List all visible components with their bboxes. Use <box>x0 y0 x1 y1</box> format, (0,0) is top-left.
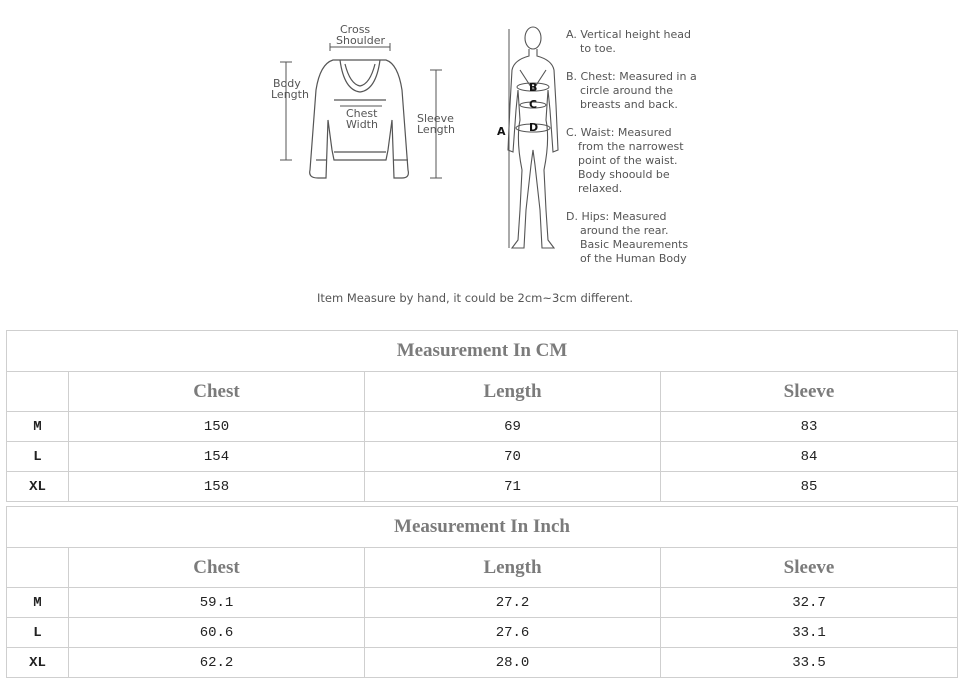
table-row <box>7 472 958 502</box>
inch-table-title: Measurement In Inch <box>7 507 958 548</box>
chest-value: 150 <box>69 412 365 442</box>
chest-width-label-1: Chest <box>346 107 378 120</box>
length-value: 70 <box>365 442 661 472</box>
def-d-line-4: of the Human Body <box>580 252 687 265</box>
body-measurement-lines <box>509 29 550 248</box>
chest-value: 158 <box>69 472 365 502</box>
sleeve-value: 83 <box>661 412 958 442</box>
letter-c: C <box>529 98 538 111</box>
chest-value: 62.2 <box>69 648 365 678</box>
def-a-line-1: A. Vertical height head <box>566 28 692 41</box>
table-row <box>7 588 958 618</box>
def-d-line-1: D. Hips: Measured <box>566 210 667 223</box>
inch-size-table <box>6 506 958 678</box>
length-value: 27.6 <box>365 618 661 648</box>
cm-header-sleeve: Sleeve <box>661 372 958 412</box>
cm-size-table <box>6 330 958 502</box>
sleeve-length-label-2: Length <box>417 123 455 136</box>
cross-shoulder-label-2: Shoulder <box>336 34 385 47</box>
letter-d: D <box>529 121 539 134</box>
inch-header-empty <box>7 548 69 588</box>
def-d-line-3: Basic Meaurements <box>580 238 689 251</box>
letter-a: A <box>497 125 506 138</box>
body-length-label-2: Length <box>271 88 309 101</box>
def-c-line-1: C. Waist: Measured <box>566 126 672 139</box>
length-value: 69 <box>365 412 661 442</box>
body-illustration <box>508 27 558 248</box>
inch-header-sleeve: Sleeve <box>661 548 958 588</box>
sleeve-value: 32.7 <box>661 588 958 618</box>
table-row <box>7 648 958 678</box>
sleeve-value: 84 <box>661 442 958 472</box>
def-a-line-2: to toe. <box>580 42 616 55</box>
inch-header-length: Length <box>365 548 661 588</box>
sleeve-value: 33.5 <box>661 648 958 678</box>
length-value: 28.0 <box>365 648 661 678</box>
def-c-line-2: from the narrowest <box>578 140 684 153</box>
table-row <box>7 412 958 442</box>
chest-width-label-2: Width <box>346 118 378 131</box>
chest-value: 60.6 <box>69 618 365 648</box>
body-length-label-1: Body <box>273 77 301 90</box>
sleeve-value: 33.1 <box>661 618 958 648</box>
size-label: L <box>7 442 69 472</box>
table-row <box>7 618 958 648</box>
table-row <box>7 442 958 472</box>
size-label: M <box>7 588 69 618</box>
sleeve-length-label-1: Sleeve <box>417 112 454 125</box>
size-label: XL <box>7 648 69 678</box>
cm-table-title: Measurement In CM <box>7 331 958 372</box>
chest-value: 59.1 <box>69 588 365 618</box>
size-label: M <box>7 412 69 442</box>
def-c-line-3: point of the waist. <box>578 154 678 167</box>
def-c-line-4: Body shoould be <box>578 168 670 181</box>
def-c-line-5: relaxed. <box>578 182 623 195</box>
measurement-guide-figure <box>0 0 962 300</box>
def-b-line-3: breasts and back. <box>580 98 678 111</box>
inch-header-chest: Chest <box>69 548 365 588</box>
length-value: 27.2 <box>365 588 661 618</box>
def-d-line-2: around the rear. <box>580 224 669 237</box>
cm-header-chest: Chest <box>69 372 365 412</box>
size-label: L <box>7 618 69 648</box>
cm-header-empty <box>7 372 69 412</box>
size-label: XL <box>7 472 69 502</box>
def-b-line-2: circle around the <box>580 84 673 97</box>
letter-b: B <box>529 81 538 94</box>
cross-shoulder-label-1: Cross <box>340 23 371 36</box>
length-value: 71 <box>365 472 661 502</box>
chest-value: 154 <box>69 442 365 472</box>
cm-header-length: Length <box>365 372 661 412</box>
sleeve-value: 85 <box>661 472 958 502</box>
measurement-note: Item Measure by hand, it could be 2cm~3cm different. <box>316 291 634 305</box>
def-b-line-1: B. Chest: Measured in a <box>566 70 697 83</box>
